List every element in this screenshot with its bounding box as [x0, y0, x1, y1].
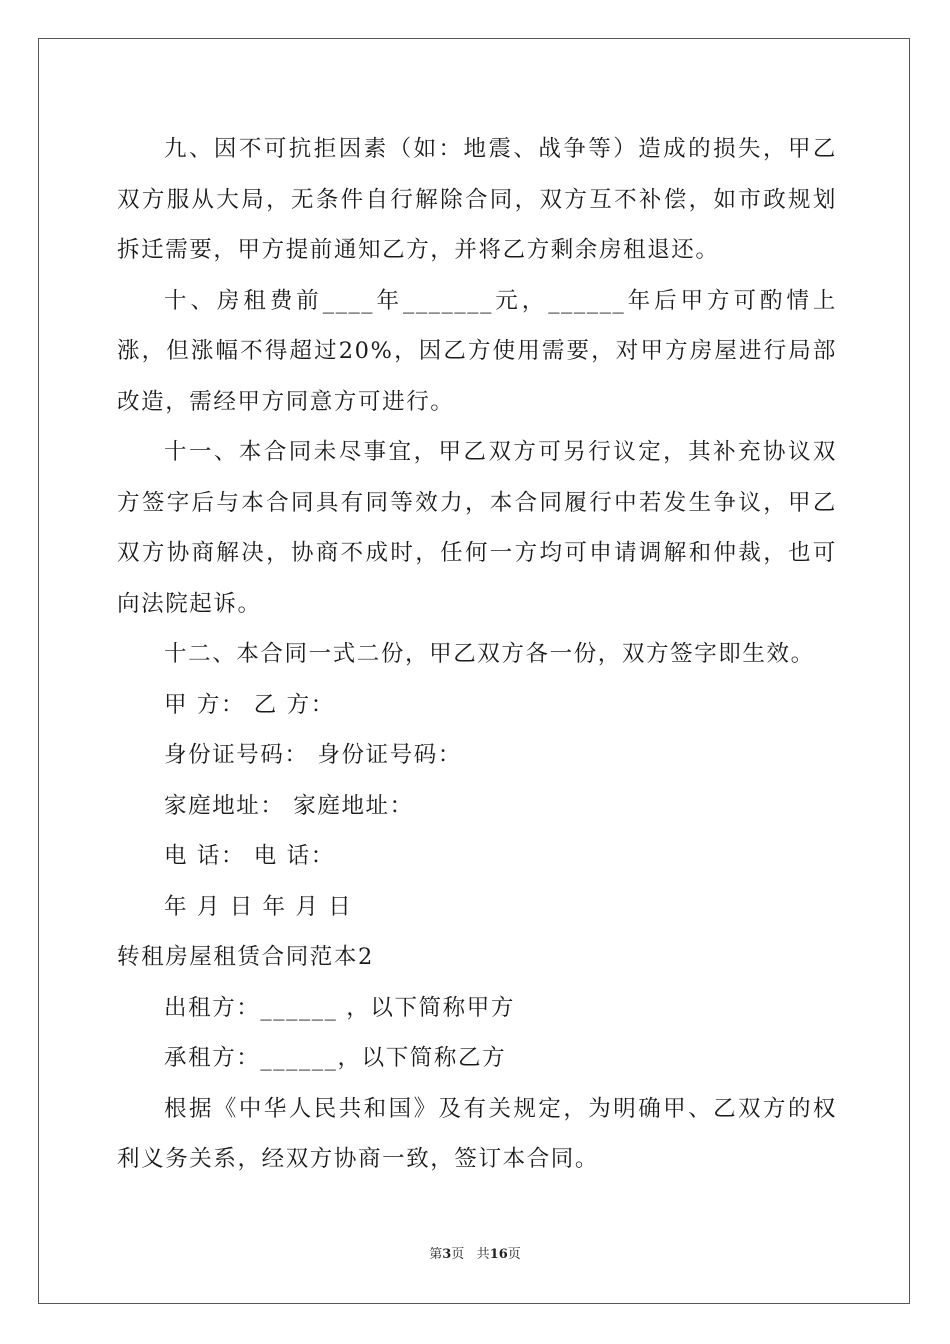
clause-11: 十一、本合同未尽事宜，甲乙双方可另行议定，其补充协议双方签字后与本合同具有同等效力，本合同履行中若发生争议，甲乙双方协商解决，协商不成时，任何一方均可申请调解和仲裁，也可向法院起诉。 [117, 439, 837, 617]
document-body [117, 124, 837, 1185]
clause-9: 九、因不可抗拒因素（如：地震、战争等）造成的损失，甲乙双方服从大局，无条件自行解除合同，双方互不补偿，如市政规划拆迁需要，甲方提前通知乙方，并将乙方剩余房租退还。 [117, 136, 837, 263]
signature-party-line: 甲 方： 乙 方： [164, 691, 335, 718]
page-unit: 页 [451, 1247, 465, 1262]
page-number-footer [0, 1246, 950, 1264]
signature-address-line: 家庭地址： 家庭地址： [164, 792, 414, 819]
total-label: 共 [476, 1247, 490, 1262]
signature-id-line: 身份证号码： 身份证号码： [164, 742, 462, 768]
signature-phone-line: 电 话： 电 话： [164, 843, 335, 869]
section-title: 转租房屋租赁合同范本2 [117, 944, 374, 970]
signature-date-line: 年 月 日 年 月 日 [164, 893, 353, 920]
clause-10: 十、房租费前____年_______元，______年后甲方可酌情上涨，但涨幅不得超过20%，因乙方使用需要，对甲方房屋进行局部改造，需经甲方同意方可进行。 [117, 287, 837, 415]
total-unit: 页 [507, 1247, 521, 1262]
page-label: 第 [429, 1247, 443, 1262]
page-current: 3 [442, 1247, 452, 1262]
clause-12: 十二、本合同一式二份，甲乙双方各一份，双方签字即生效。 [164, 641, 815, 667]
page-total: 16 [489, 1247, 508, 1262]
preamble: 根据《中华人民共和国》及有关规定，为明确甲、乙双方的权利义务关系，经双方协商一致，签订本合同。 [117, 1095, 837, 1172]
lessor-line: 出租方：______ ，以下简称甲方 [164, 994, 515, 1021]
lessee-line: 承租方：______，以下简称乙方 [164, 1045, 507, 1071]
